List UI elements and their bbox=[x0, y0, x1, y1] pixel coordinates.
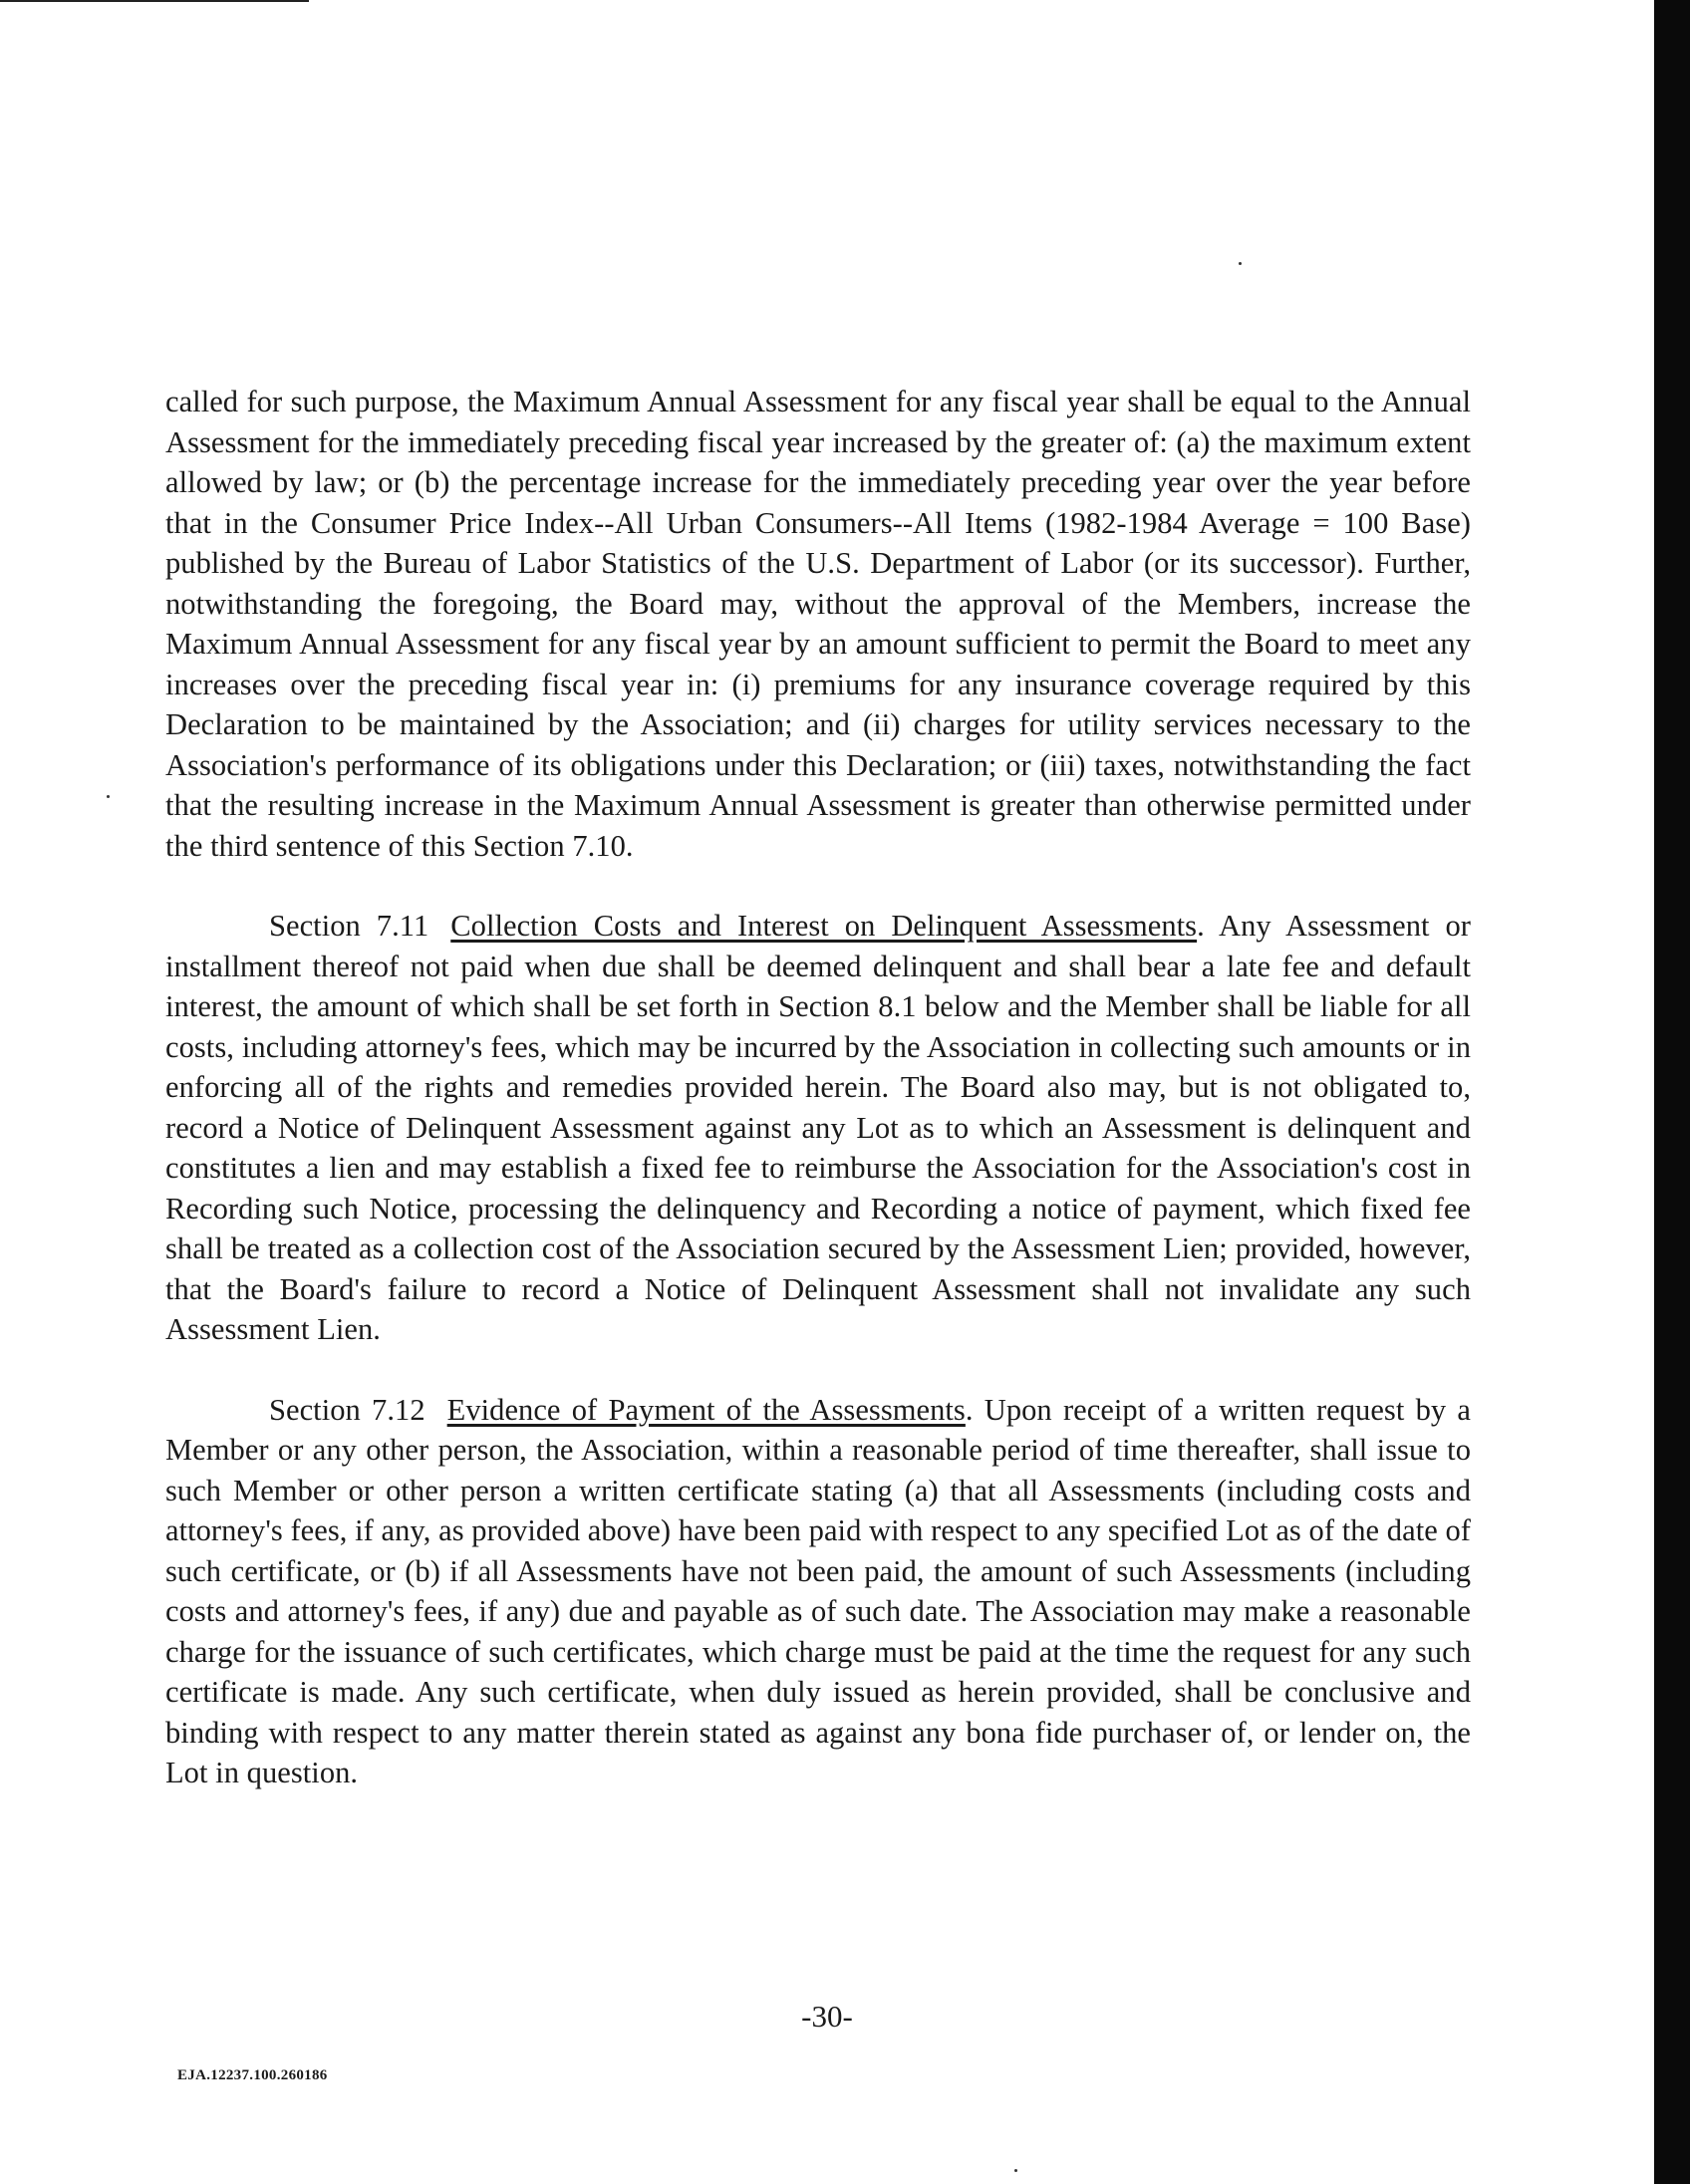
intro-paragraph: called for such purpose, the Maximum Annual Assessment for any fiscal year shall be equal to the Annual Assessment for the immediately preceding fiscal year increased by the greater of: (a) the maximum extent allowed by law; or (b) the percentage increase for the immediately preceding year over the year before that in the Consumer Price Index--All Urban Consumers--All Items (1982-1984 Average = 100 Base) published by the Bureau of Labor Statistics of the U.S. Department of Labor (or its successor). Further, notwithstanding the foregoing, the Board may, without the approval of the Members, increase the Maximum Annual Assessment for any fiscal year by an amount sufficient to permit the Board to meet any increases over the preceding fiscal year in: (i) premiums for any insurance coverage required by this Declaration to be maintained by the Association; and (ii) charges for utility services necessary to the Association's performance of its obligations under this Declaration; or (iii) taxes, notwithstanding the fact that the resulting increase in the Maximum Annual Assessment is greater than otherwise permitted under the third sentence of this Section 7.10. bbox=[165, 385, 1471, 863]
top-rule bbox=[0, 0, 309, 2]
page-number: -30- bbox=[801, 1999, 853, 2034]
scan-speck bbox=[1239, 262, 1242, 265]
document-body bbox=[165, 382, 1471, 1793]
section-text: . Any Assessment or installment thereof not paid when due shall be deemed delinquent and shall bear a late fee and default interest, the amount of which shall be set forth in Section 8.1 below and the Member shall be liable for all costs, including attorney's fees, which may be incurred by the Association in collecting such amounts or in enforcing all of the rights and remedies provided herein. The Board also may, but is not obligated to, record a Notice of Delinquent Assessment against any Lot as to which an Assessment is delinquent and constitutes a lien and may establish a fixed fee to reimburse the Association for the Association's cost in Recording such Notice, processing the delinquency and Recording a notice of payment, which fixed fee shall be treated as a collection cost of the Association secured by the Assessment Lien; provided, however, that the Board's failure to record a Notice of Delinquent Assessment shall not invalidate any such Assessment Lien. bbox=[165, 909, 1472, 1346]
section-heading: Evidence of Payment of the Assessments bbox=[446, 1392, 966, 1427]
scan-edge bbox=[1654, 0, 1690, 2184]
section-text: . Upon receipt of a written request by a Member or any other person, the Association, within a reasonable period of time thereafter, shall issue to such Member or other person a written certificate stating (a) that all Assessments (including costs and attorney's fees, if any, as provided above) have been paid with respect to any specified Lot as of the date of such certificate, or (b) if all Assessments have not been paid, the amount of such Assessments (including costs and attorney's fees, if any) due and payable as of such date. The Association may make a reasonable charge for the issuance of such certificates, which charge must be paid at the time the request for any such certificate is made. Any such certificate, when duly issued as herein provided, shall be conclusive and binding with respect to any matter therein stated as against any bona fide purchaser of, or lender on, the Lot in question. bbox=[165, 1392, 1471, 1789]
scan-speck bbox=[107, 795, 110, 798]
section-7-11 bbox=[165, 906, 1471, 1350]
section-7-12 bbox=[165, 1390, 1471, 1793]
scan-speck bbox=[1014, 2169, 1017, 2172]
section-number: Section 7.11 bbox=[269, 909, 429, 943]
section-heading: Collection Costs and Interest on Delinquent Assessments bbox=[450, 909, 1198, 943]
section-number: Section 7.12 bbox=[269, 1392, 425, 1427]
document-id: EJA.12237.100.260186 bbox=[177, 2067, 328, 2083]
